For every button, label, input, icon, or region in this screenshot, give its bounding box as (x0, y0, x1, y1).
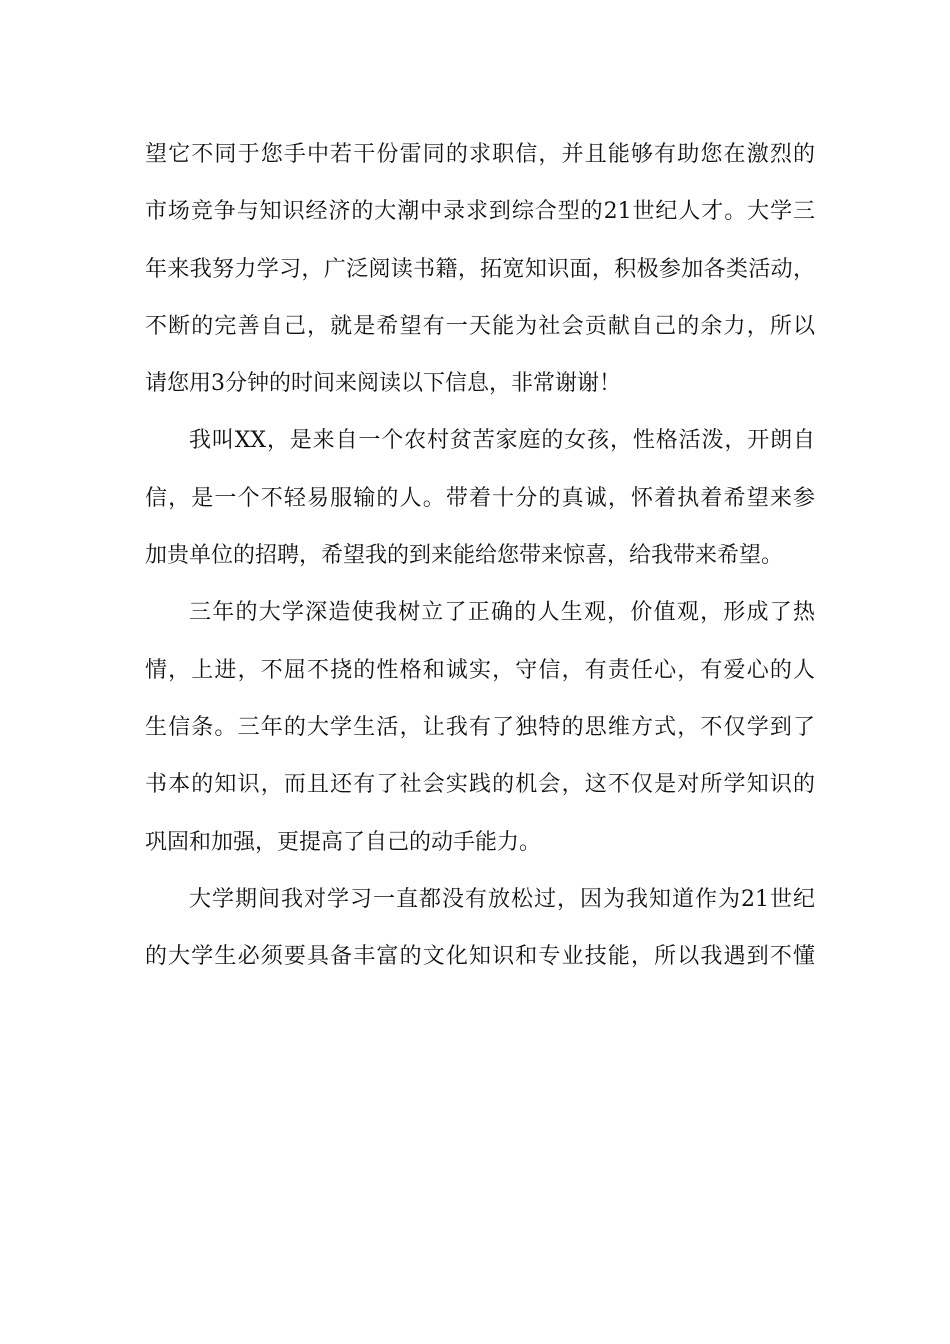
paragraph-3-line-1: 三年的大学深造使我树立了正确的人生观，价值观，形成了热 (189, 600, 815, 626)
paragraph-3-line-5: 巩固和加强，更提高了自己的动手能力。 (145, 829, 542, 855)
paragraph-3-line-4: 书本的知识，而且还有了社会实践的机会，这不仅是对所学知识的 (145, 772, 815, 798)
paragraph-2-line-3: 加贵单位的招聘，希望我的到来能给您带来惊喜，给我带来希望。 (145, 543, 784, 569)
paragraph-1-line-2: 市场竞争与知识经济的大潮中录求到综合型的21世纪人才。大学三 (145, 199, 815, 225)
paragraph-3-line-3: 生信条。三年的大学生活，让我有了独特的思维方式，不仅学到了 (145, 714, 815, 740)
paragraph-1-line-4: 不断的完善自己，就是希望有一天能为社会贡献自己的余力，所以 (145, 313, 815, 339)
paragraph-2-line-1: 我叫XX，是来自一个农村贫苦家庭的女孩，性格活泼，开朗自 (189, 428, 815, 454)
paragraph-3-line-2: 情，上进，不屈不挠的性格和诚实，守信，有责任心，有爱心的人 (145, 657, 815, 683)
letter-body (145, 126, 815, 985)
paragraph-1-line-3: 年来我努力学习，广泛阅读书籍，拓宽知识面，积极参加各类活动， (145, 256, 815, 282)
paragraph-4-line-1: 大学期间我对学习一直都没有放松过，因为我知道作为21世纪 (189, 886, 815, 912)
paragraph-1-line-5: 请您用3分钟的时间来阅读以下信息，非常谢谢！ (145, 371, 621, 397)
paragraph-2-line-2: 信，是一个不轻易服输的人。带着十分的真诚，怀着执着希望来参 (145, 485, 815, 511)
paragraph-4-line-2: 的大学生必须要具备丰富的文化知识和专业技能，所以我遇到不懂 (145, 944, 815, 970)
paragraph-1-line-1: 望它不同于您手中若干份雷同的求职信，并且能够有助您在激烈的 (145, 142, 815, 167)
